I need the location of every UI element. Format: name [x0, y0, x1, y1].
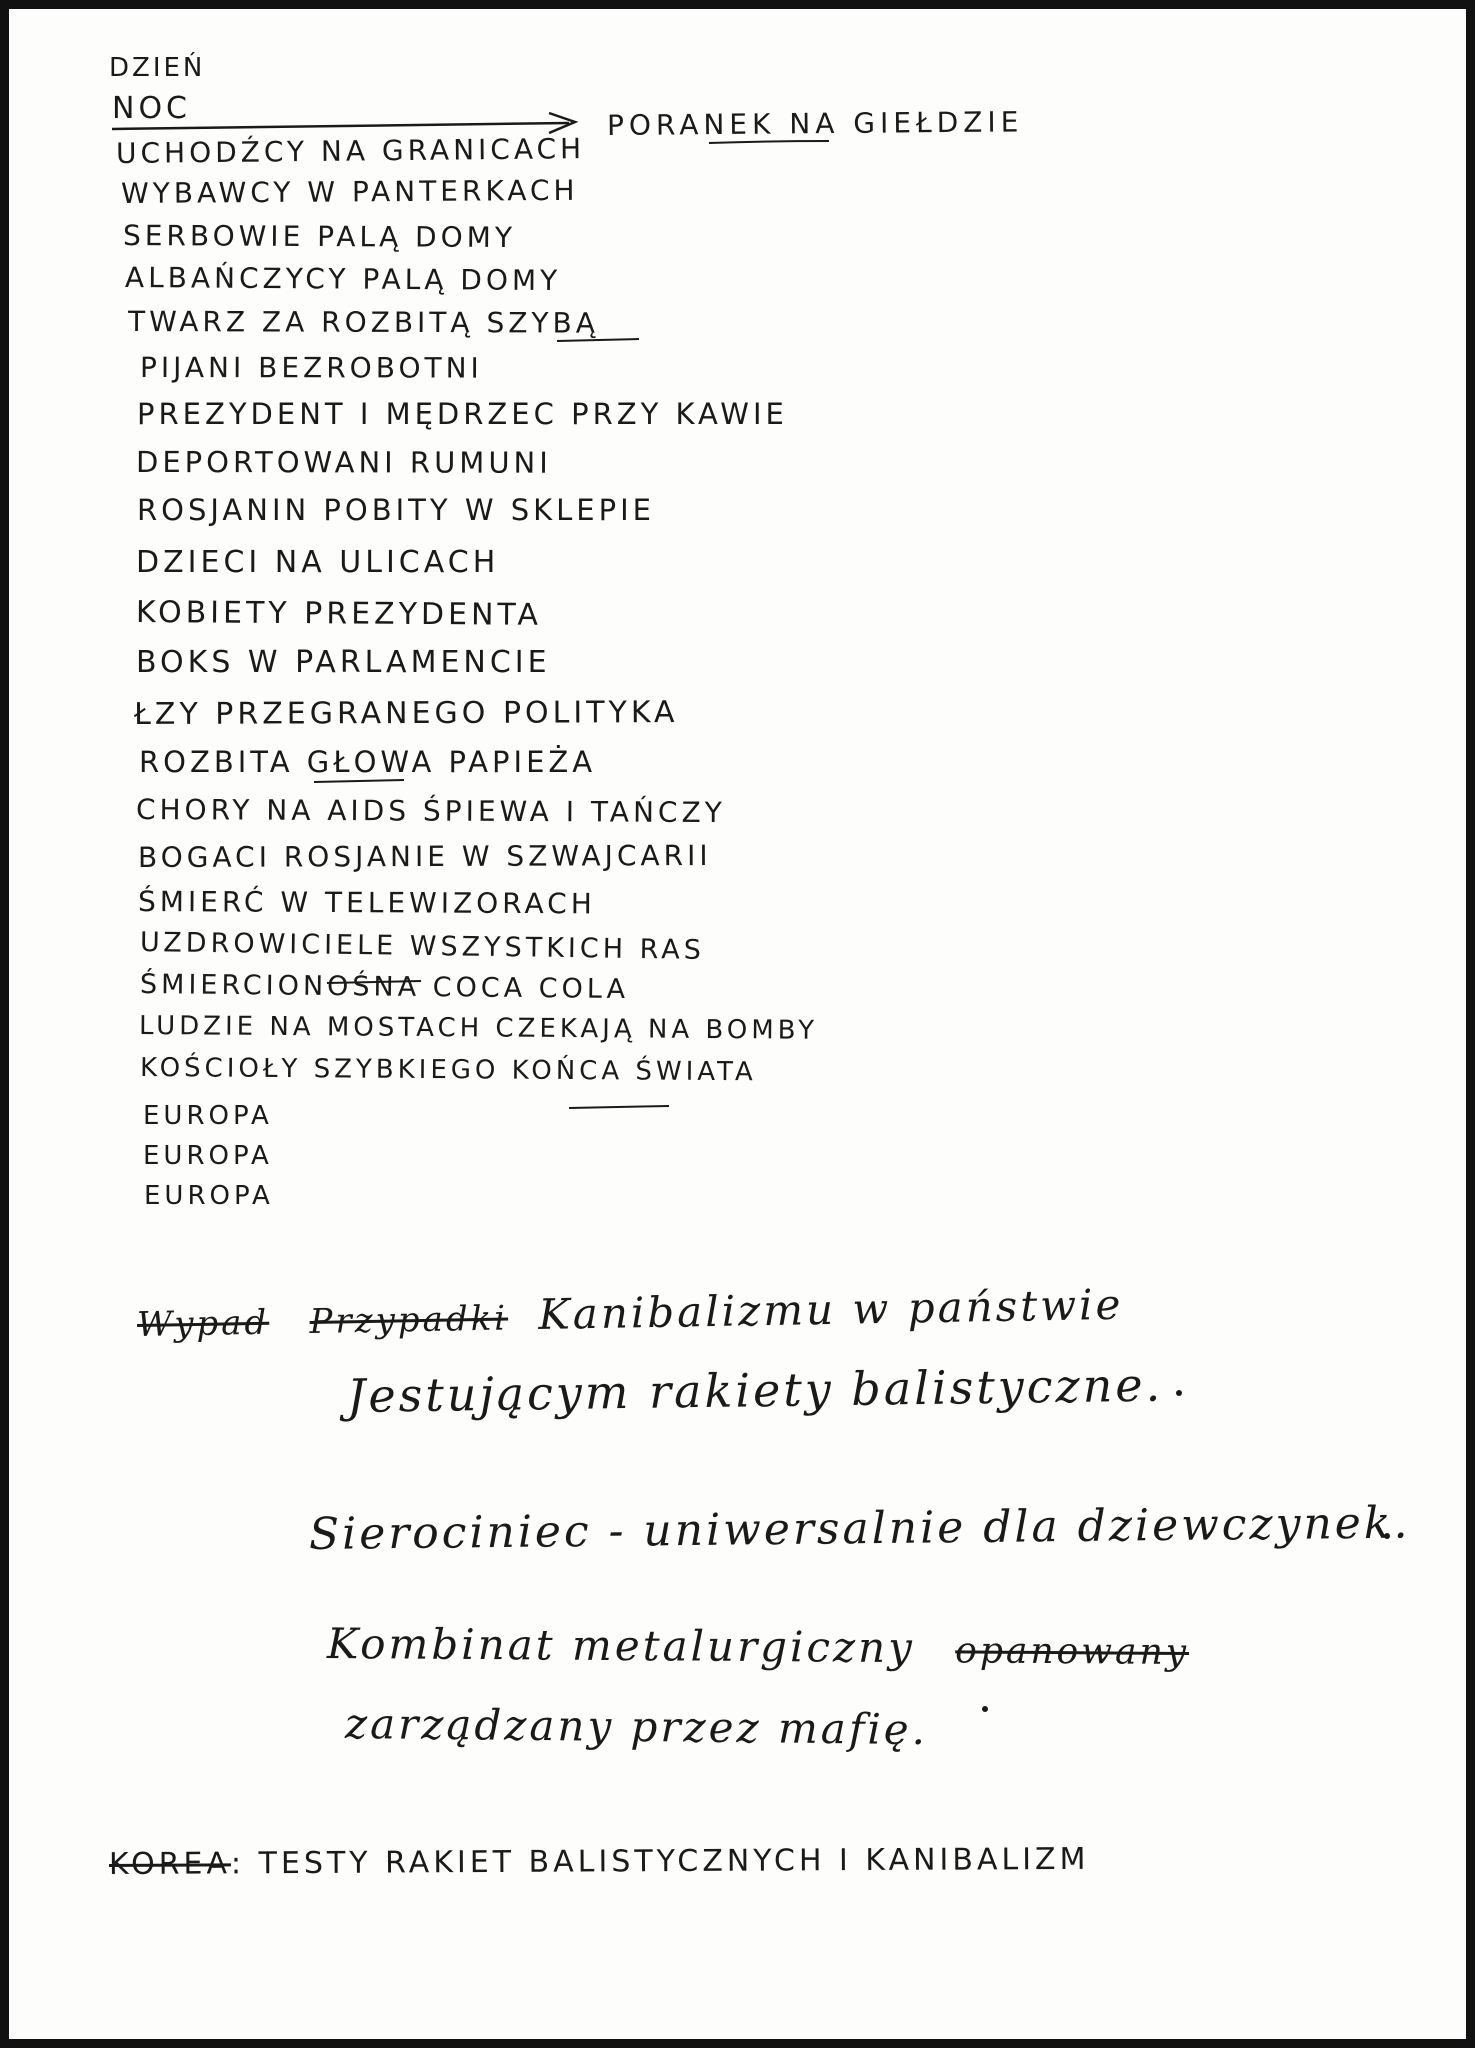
headline-item: UCHODŹCY NA GRANICACH — [115, 132, 586, 170]
headline-item: KOBIETY PREZYDENTA — [135, 595, 543, 633]
headline-item: PIJANI BEZROBOTNI — [139, 351, 483, 385]
cursive-line-4 — [327, 1619, 1189, 1674]
headline-item: ŚMIERĆ W TELEWIZORACH — [137, 885, 596, 921]
headline-item: EUROPA — [143, 1101, 273, 1131]
header-line-1: DZIEŃ — [109, 53, 206, 83]
side-note: PORANEK NA GIEŁDZIE — [606, 105, 1024, 142]
cursive-line-2: Jestującym rakiety balistyczne. — [346, 1357, 1164, 1423]
headline-item: DZIECI NA ULICACH — [136, 545, 500, 580]
footer-line — [109, 1842, 1090, 1882]
footer-text: : TESTY RAKIET BALISTYCZNYCH I KANIBALIZM — [230, 1841, 1090, 1882]
headline-item: LUDZIE NA MOSTACH CZEKAJĄ NA BOMBY — [138, 1011, 819, 1046]
headline-item: KOŚCIOŁY SZYBKIEGO KOŃCA ŚWIATA — [139, 1053, 757, 1088]
struck-word-2: Przypadki — [309, 1298, 509, 1342]
headline-item: DEPORTOWANI RUMUNI — [135, 445, 552, 480]
headline-item: UZDROWICIELE WSZYSTKICH RAS — [139, 927, 706, 966]
headline-item: ROSJANIN POBITY W SKLEPIE — [137, 493, 655, 527]
headline-item: PREZYDENT I MĘDRZEC PRZY KAWIE — [137, 397, 788, 431]
manuscript-page — [9, 9, 1466, 2039]
headline-item: ROZBITA GŁOWA PAPIEŻA — [139, 745, 597, 779]
headline-item: CHORY NA AIDS ŚPIEWA I TAŃCZY — [135, 793, 726, 830]
headline-item: BOKS W PARLAMENCIE — [136, 645, 551, 680]
headline-item: SERBOWIE PALĄ DOMY — [122, 219, 517, 255]
footer-struck-word: KOREA — [108, 1846, 232, 1882]
struck-word-1: Wypad — [136, 1302, 270, 1345]
headline-item: ALBAŃCZYCY PALĄ DOMY — [124, 261, 562, 298]
struck-word-3: opanowany — [955, 1630, 1190, 1674]
headline-item: EUROPA — [143, 1141, 273, 1171]
cursive-line-3: Sierociniec - uniwersalnie dla dziewczynek. — [308, 1497, 1411, 1560]
headline-item: ŁZY PRZEGRANEGO POLITYKA — [133, 695, 679, 732]
cursive-line-5: zarządzany przez mafię. — [344, 1699, 929, 1755]
cursive-line-4-text: Kombinat metalurgiczny — [326, 1619, 916, 1673]
cursive-line-1-text: Kanibalizmu w państwie — [537, 1279, 1124, 1339]
headline-item: BOGACI ROSJANIE W SZWAJCARII — [137, 838, 712, 874]
headline-item: EUROPA — [144, 1181, 274, 1211]
header-line-2: NOC — [112, 91, 192, 126]
headline-item: ŚMIERCIONOŚNA COCA COLA — [139, 969, 630, 1006]
headline-item: TWARZ ZA ROZBITĄ SZYBĄ — [127, 305, 599, 340]
headline-item: WYBAWCY W PANTERKACH — [120, 173, 579, 210]
